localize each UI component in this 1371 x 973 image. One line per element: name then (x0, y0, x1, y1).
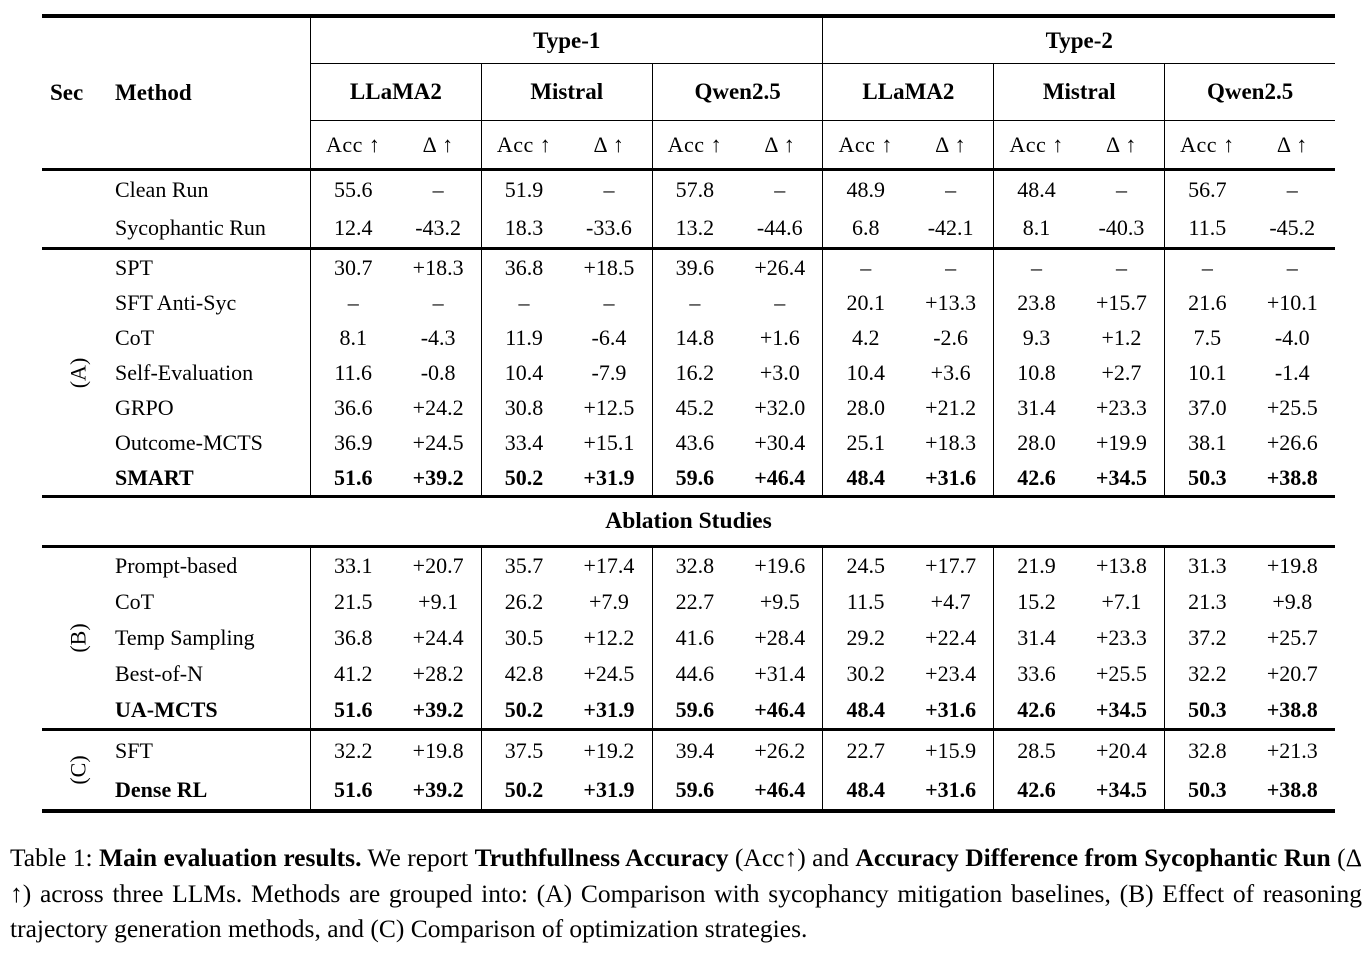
value-cell: +34.5 (1095, 464, 1147, 490)
value-cell: +20.7 (1266, 661, 1318, 686)
value-cell: 48.4 (822, 692, 907, 728)
table-row (42, 355, 1335, 390)
metric-header: Acc ↑ (993, 121, 1078, 168)
metric-header: Acc ↑ (822, 121, 907, 168)
value-cell: +7.1 (1101, 589, 1142, 614)
value-cell: +22.4 (925, 625, 977, 650)
value-cell: +1.6 (759, 324, 800, 350)
value-cell: 42.6 (993, 770, 1078, 809)
value-cell: 8.1 (993, 209, 1078, 247)
value-cell: 10.1 (1164, 355, 1249, 390)
metric-header: Acc ↑ (652, 121, 737, 168)
value-cell: +31.4 (754, 661, 806, 686)
value-cell: +24.5 (412, 429, 464, 455)
caption-segment: (Δ ↑) across three LLMs. Methods are grouped into: (A) Comparison with sycophancy mitigation baselines, (B) Effect of reasoning trajectory generation methods, and (C) Comparison of optimization strategies. (10, 843, 1362, 943)
value-cell: 45.2 (652, 390, 737, 425)
value-cell: 36.6 (310, 390, 395, 425)
value-cell: 14.8 (652, 320, 737, 355)
value-cell: – (945, 254, 957, 280)
value-cell: 48.4 (822, 460, 907, 495)
value-cell: 51.6 (310, 692, 395, 728)
caption (10, 840, 1362, 947)
value-cell: +26.4 (754, 254, 806, 280)
value-cell: +30.4 (754, 429, 806, 455)
value-cell: +24.4 (412, 625, 464, 650)
value-cell: 50.2 (481, 692, 566, 728)
value-cell: – (1115, 254, 1127, 280)
value-cell: 50.3 (1164, 770, 1249, 809)
value-cell: +39.2 (412, 697, 464, 722)
value-cell: 25.1 (822, 425, 907, 460)
value-cell: +9.8 (1272, 589, 1313, 614)
value-cell: +26.6 (1266, 429, 1318, 455)
value-cell: 36.8 (481, 250, 566, 285)
value-cell: 33.4 (481, 425, 566, 460)
value-cell: +38.8 (1266, 697, 1318, 722)
value-cell: +21.2 (925, 394, 977, 420)
value-cell: +25.5 (1266, 394, 1318, 420)
section-label-text: (A) (65, 357, 91, 388)
table-row (42, 731, 1335, 770)
value-cell: -40.3 (1098, 215, 1145, 240)
value-cell: 42.6 (993, 692, 1078, 728)
value-cell: 8.1 (310, 320, 395, 355)
value-cell: +31.9 (583, 697, 635, 722)
metric-header: Acc ↑ (481, 121, 566, 168)
model-header: LLaMA2 (310, 64, 481, 121)
value-cell: +20.7 (412, 553, 464, 578)
value-cell: 16.2 (652, 355, 737, 390)
value-cell: 30.7 (310, 250, 395, 285)
value-cell: 10.4 (481, 355, 566, 390)
method-cell: CoT (115, 324, 155, 350)
value-cell: +38.8 (1266, 776, 1318, 802)
method-cell: SFT Anti-Syc (115, 289, 237, 315)
metric-header: Acc ↑ (1164, 121, 1249, 168)
value-cell: – (603, 289, 615, 315)
value-cell: 26.2 (481, 584, 566, 620)
table-row (42, 320, 1335, 355)
value-cell: -1.4 (1274, 359, 1310, 385)
caption-segment: (Acc↑) and (728, 843, 856, 872)
table-row (42, 460, 1335, 495)
value-cell: +31.6 (925, 697, 977, 722)
value-cell: 15.2 (993, 584, 1078, 620)
value-cell: +17.4 (583, 553, 635, 578)
value-cell: +12.2 (583, 625, 635, 650)
method-cell: SMART (115, 464, 194, 490)
value-cell: 48.9 (822, 171, 907, 209)
method-cell: SFT (115, 737, 153, 763)
value-cell: 11.6 (310, 355, 395, 390)
value-cell: +15.9 (925, 737, 977, 763)
value-cell: – (432, 289, 444, 315)
ablation-banner: Ablation Studies (605, 508, 772, 534)
value-cell: +25.5 (1095, 661, 1147, 686)
table-row (42, 656, 1335, 692)
value-cell: +28.2 (412, 661, 464, 686)
value-cell: +20.4 (1095, 737, 1147, 763)
value-cell: +46.4 (754, 464, 806, 490)
value-cell: 37.5 (481, 731, 566, 770)
model-header: Qwen2.5 (1164, 64, 1335, 121)
value-cell: +34.5 (1095, 697, 1147, 722)
value-cell: 43.6 (652, 425, 737, 460)
value-cell: 30.8 (481, 390, 566, 425)
value-cell: – (1164, 250, 1249, 285)
value-cell: +25.7 (1266, 625, 1318, 650)
value-cell: 41.6 (652, 620, 737, 656)
metric-header: Δ ↑ (593, 131, 625, 157)
method-cell: GRPO (115, 394, 174, 420)
header-method-label: Method (115, 80, 192, 105)
value-cell: +23.4 (925, 661, 977, 686)
value-cell: 51.9 (481, 171, 566, 209)
value-cell: +31.6 (925, 776, 977, 802)
value-cell: – (652, 285, 737, 320)
method-cell: Temp Sampling (115, 625, 255, 650)
value-cell: 30.5 (481, 620, 566, 656)
table-section (42, 548, 1335, 728)
value-cell: – (481, 285, 566, 320)
value-cell: -45.2 (1269, 215, 1316, 240)
value-cell: -2.6 (933, 324, 969, 350)
value-cell: +31.6 (925, 464, 977, 490)
value-cell: 48.4 (822, 770, 907, 809)
method-cell: Self-Evaluation (115, 359, 254, 385)
section-label (42, 548, 115, 728)
value-cell: +19.9 (1095, 429, 1147, 455)
value-cell: +3.0 (759, 359, 800, 385)
value-cell: +46.4 (754, 776, 806, 802)
table-row (42, 692, 1335, 728)
value-cell: +28.4 (754, 625, 806, 650)
value-cell: +19.8 (412, 737, 464, 763)
value-cell: 36.8 (310, 620, 395, 656)
value-cell: – (993, 250, 1078, 285)
metric-header: Acc ↑ (310, 121, 395, 168)
value-cell: +13.8 (1095, 553, 1147, 578)
value-cell: +38.8 (1266, 464, 1318, 490)
table-row (42, 584, 1335, 620)
value-cell: 50.2 (481, 460, 566, 495)
method-cell: Best-of-N (115, 661, 203, 686)
value-cell: 22.7 (822, 731, 907, 770)
value-cell: 4.2 (822, 320, 907, 355)
value-cell: +15.7 (1095, 289, 1147, 315)
value-cell: +4.7 (930, 589, 971, 614)
value-cell: +21.3 (1266, 737, 1318, 763)
caption-segment: We report (361, 843, 475, 872)
metric-header: Δ ↑ (935, 131, 967, 157)
value-cell: 21.6 (1164, 285, 1249, 320)
model-header: LLaMA2 (822, 64, 993, 121)
value-cell: 31.4 (993, 390, 1078, 425)
value-cell: +18.5 (583, 254, 635, 280)
value-cell: – (603, 177, 615, 202)
value-cell: – (945, 177, 957, 202)
value-cell: +34.5 (1095, 776, 1147, 802)
value-cell: – (1286, 177, 1298, 202)
value-cell: 44.6 (652, 656, 737, 692)
group-header-type-1: Type-1 (310, 18, 822, 64)
value-cell: 21.3 (1164, 584, 1249, 620)
value-cell: +18.3 (925, 429, 977, 455)
value-cell: +31.9 (583, 464, 635, 490)
table-row (42, 620, 1335, 656)
value-cell: 13.2 (652, 209, 737, 247)
value-cell: 51.6 (310, 460, 395, 495)
value-cell: – (774, 289, 786, 315)
value-cell: +23.3 (1095, 394, 1147, 420)
value-cell: +12.5 (583, 394, 635, 420)
table-section (42, 250, 1335, 495)
value-cell: 41.2 (310, 656, 395, 692)
value-cell: 51.6 (310, 770, 395, 809)
value-cell: 50.3 (1164, 692, 1249, 728)
value-cell: 30.2 (822, 656, 907, 692)
section-label-text: (C) (65, 755, 91, 785)
section-label (42, 731, 115, 809)
value-cell: 35.7 (481, 548, 566, 584)
metric-header: Δ ↑ (422, 131, 454, 157)
value-cell: 32.2 (310, 731, 395, 770)
section-label-text: (B) (65, 623, 91, 653)
value-cell: 22.7 (652, 584, 737, 620)
value-cell: 39.4 (652, 731, 737, 770)
value-cell: 10.4 (822, 355, 907, 390)
value-cell: +17.7 (925, 553, 977, 578)
value-cell: 23.8 (993, 285, 1078, 320)
value-cell: 36.9 (310, 425, 395, 460)
table-row (42, 548, 1335, 584)
value-cell: 10.8 (993, 355, 1078, 390)
value-cell: 37.2 (1164, 620, 1249, 656)
metric-header: Δ ↑ (1105, 131, 1137, 157)
value-cell: -7.9 (591, 359, 627, 385)
value-cell: 21.9 (993, 548, 1078, 584)
value-cell: 6.8 (822, 209, 907, 247)
caption-segment: Table 1: (10, 843, 99, 872)
value-cell: – (774, 177, 786, 202)
method-cell: CoT (115, 589, 155, 614)
value-cell: 28.0 (822, 390, 907, 425)
value-cell: 59.6 (652, 770, 737, 809)
value-cell: -4.3 (420, 324, 456, 350)
value-cell: -33.6 (586, 215, 632, 240)
table-row (42, 171, 1335, 209)
value-cell: 21.5 (310, 584, 395, 620)
value-cell: – (1286, 254, 1298, 280)
value-cell: 11.9 (481, 320, 566, 355)
caption-segment: Truthfullness Accuracy (474, 843, 729, 872)
value-cell: 11.5 (1164, 209, 1249, 247)
value-cell: +2.7 (1101, 359, 1142, 385)
value-cell: 56.7 (1164, 171, 1249, 209)
group-header-type-2: Type-2 (822, 18, 1335, 64)
value-cell: 29.2 (822, 620, 907, 656)
value-cell: 42.8 (481, 656, 566, 692)
value-cell: +32.0 (754, 394, 806, 420)
value-cell: +18.3 (412, 254, 464, 280)
table-section (42, 731, 1335, 809)
method-cell: Outcome-MCTS (115, 429, 263, 455)
value-cell: 28.0 (993, 425, 1078, 460)
value-cell: 59.6 (652, 692, 737, 728)
value-cell: +24.2 (412, 394, 464, 420)
value-cell: 50.3 (1164, 460, 1249, 495)
value-cell: +46.4 (754, 697, 806, 722)
value-cell: 33.1 (310, 548, 395, 584)
value-cell: 48.4 (993, 171, 1078, 209)
value-cell: 38.1 (1164, 425, 1249, 460)
value-cell: +19.2 (583, 737, 635, 763)
results-table (42, 14, 1335, 813)
table-row (42, 209, 1335, 247)
value-cell: +13.3 (925, 289, 977, 315)
value-cell: – (432, 177, 444, 202)
table-header (42, 18, 1335, 168)
section-label (42, 250, 115, 495)
model-header: Mistral (993, 64, 1164, 121)
value-cell: +19.8 (1266, 553, 1318, 578)
value-cell: +3.6 (930, 359, 971, 385)
bottom-rule (42, 809, 1335, 813)
method-cell: UA-MCTS (115, 697, 218, 722)
value-cell: 31.3 (1164, 548, 1249, 584)
value-cell: 20.1 (822, 285, 907, 320)
value-cell: 12.4 (310, 209, 395, 247)
model-header: Qwen2.5 (652, 64, 823, 121)
value-cell: 31.4 (993, 620, 1078, 656)
metric-header: Δ ↑ (1276, 131, 1308, 157)
value-cell: – (1115, 177, 1127, 202)
method-cell: Sycophantic Run (115, 215, 266, 240)
method-cell: SPT (115, 254, 153, 280)
value-cell: -44.6 (756, 215, 803, 240)
value-cell: 9.3 (993, 320, 1078, 355)
header-sec-label: Sec (50, 80, 84, 105)
value-cell: 32.8 (1164, 731, 1249, 770)
method-cell: Prompt-based (115, 553, 238, 578)
value-cell: 57.8 (652, 171, 737, 209)
value-cell: – (310, 285, 395, 320)
value-cell: 11.5 (822, 584, 907, 620)
value-cell: -0.8 (420, 359, 456, 385)
value-cell: 32.2 (1164, 656, 1249, 692)
value-cell: +7.9 (588, 589, 629, 614)
value-cell: +10.1 (1266, 289, 1318, 315)
value-cell: 32.8 (652, 548, 737, 584)
value-cell: 18.3 (481, 209, 566, 247)
table-row (42, 770, 1335, 809)
value-cell: – (822, 250, 907, 285)
value-cell: +9.5 (759, 589, 800, 614)
model-header: Mistral (481, 64, 652, 121)
value-cell: +19.6 (754, 553, 806, 578)
value-cell: +23.3 (1095, 625, 1147, 650)
caption-segment: Main evaluation results. (99, 843, 362, 872)
value-cell: 33.6 (993, 656, 1078, 692)
value-cell: -4.0 (1274, 324, 1310, 350)
value-cell: 39.6 (652, 250, 737, 285)
table-row (42, 425, 1335, 460)
value-cell: +15.1 (583, 429, 635, 455)
table-row (42, 390, 1335, 425)
value-cell: +26.2 (754, 737, 806, 763)
value-cell: 37.0 (1164, 390, 1249, 425)
value-cell: 50.2 (481, 770, 566, 809)
value-cell: 24.5 (822, 548, 907, 584)
caption-segment: Accuracy Difference from Sycophantic Run (855, 843, 1331, 872)
method-cell: Dense RL (115, 776, 208, 802)
table-row (42, 285, 1335, 320)
value-cell: 55.6 (310, 171, 395, 209)
value-cell: 28.5 (993, 731, 1078, 770)
value-cell: 7.5 (1164, 320, 1249, 355)
value-cell: -6.4 (591, 324, 627, 350)
value-cell: +39.2 (412, 464, 464, 490)
value-cell: -43.2 (415, 215, 462, 240)
table-row (42, 250, 1335, 285)
value-cell: +9.1 (418, 589, 459, 614)
value-cell: 59.6 (652, 460, 737, 495)
value-cell: +1.2 (1101, 324, 1142, 350)
metric-header: Δ ↑ (764, 131, 796, 157)
value-cell: 42.6 (993, 460, 1078, 495)
value-cell: +24.5 (583, 661, 635, 686)
value-cell: +39.2 (412, 776, 464, 802)
value-cell: -42.1 (927, 215, 974, 240)
method-cell: Clean Run (115, 177, 209, 202)
value-cell: +31.9 (583, 776, 635, 802)
table-section (42, 171, 1335, 247)
